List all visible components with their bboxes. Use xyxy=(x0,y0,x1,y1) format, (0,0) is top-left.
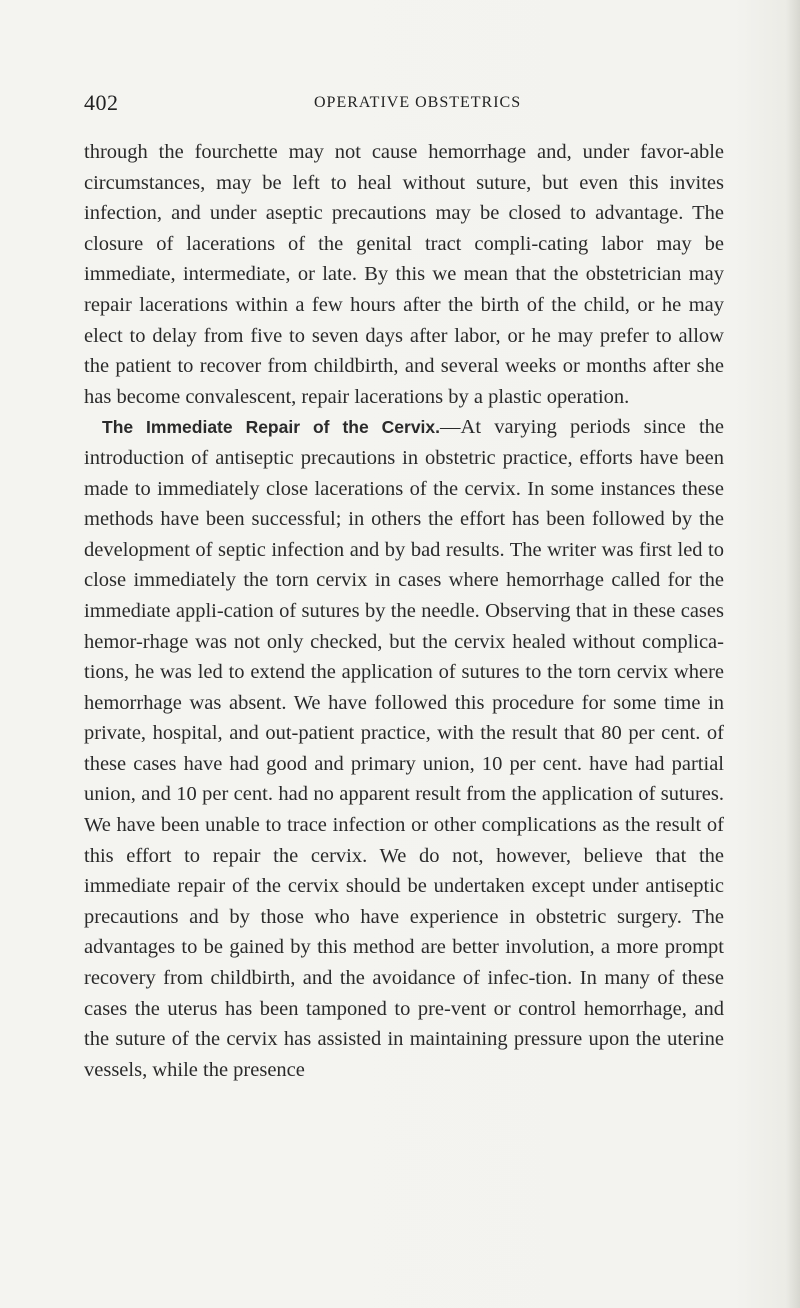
running-head xyxy=(84,90,724,120)
page-number: 402 xyxy=(84,90,119,115)
page-edge-shadow xyxy=(786,0,800,1308)
section-heading: The Immediate Repair of the Cervix. xyxy=(102,417,441,438)
paragraph-continued: through the fourchette may not cause hemorrhage and, under favor-able circumstances, may be left to heal without suture, but even this invites infection, and under aseptic precautions may be closed to advantage. The closure of lacerations of the genital tract compli-cating labor may be immediate, intermediate, or late. By this we mean that the obstetrician may repair lacerations within a few hours after the birth of the child, or he may elect to delay from five to seven days after labor, or he may prefer to allow the patient to recover from childbirth, and several weeks or months after she has become convalescent, repair lacerations by a plastic operation. xyxy=(84,141,724,408)
section-paragraph xyxy=(84,412,724,1085)
running-title: OPERATIVE OBSTETRICS xyxy=(314,94,522,111)
body-text xyxy=(84,137,724,1085)
section-text: —At varying periods since the introduction of antiseptic precautions in obstetric practice, efforts have been made to immediately close lacerations of the cervix. In some instances these methods have been successful; in others the effort has been followed by the development of septic infection and by bad results. The writer was first led to close immediately the torn cervix in cases where hemorrhage called for the immediate appli-cation of sutures by the needle. Observing that in these cases hemor-rhage was not only checked, but the cervix healed without complica-tions, he was led to extend the application of sutures to the torn cervix where hemorrhage was absent. We have followed this procedure for some time in private, hospital, and out-patient practice, with the result that 80 per cent. of these cases have had good and primary union, 10 per cent. have had partial union, and 10 per cent. had no apparent result from the application of sutures. We have been unable to trace infection or other complications as the result of this effort to repair the cervix. We do not, however, believe that the immediate repair of the cervix should be undertaken except under antiseptic precautions and by those who have experience in obstetric surgery. The advantages to be gained by this method are better involution, a more prompt recovery from childbirth, and the avoidance of infec-tion. In many of these cases the uterus has been tamponed to pre-vent or control hemorrhage, and the suture of the cervix has assisted in maintaining pressure upon the uterine vessels, while the presence xyxy=(84,416,724,1081)
